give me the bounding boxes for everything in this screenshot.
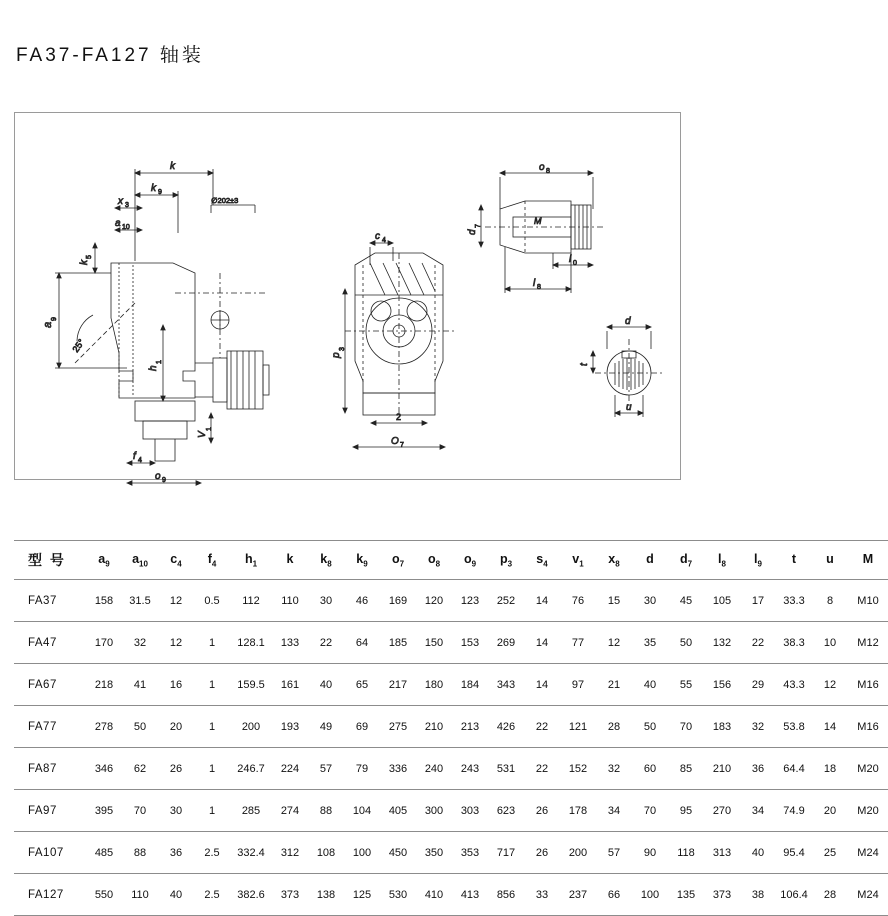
cell-value: 285 xyxy=(230,790,272,832)
svg-text:a: a xyxy=(115,218,121,229)
svg-text:o: o xyxy=(155,471,161,482)
cell-value: 32 xyxy=(122,622,158,664)
cell-value: 16 xyxy=(158,664,194,706)
col-header-k9: $k_9$ xyxy=(344,541,380,580)
col-header-a9: $a_9$ xyxy=(86,541,122,580)
cell-value: 40 xyxy=(158,874,194,916)
cell-value: 237 xyxy=(560,874,596,916)
cell-value: 200 xyxy=(230,706,272,748)
table-row xyxy=(14,622,888,664)
cell-value: 530 xyxy=(380,874,416,916)
cell-value: 210 xyxy=(416,706,452,748)
svg-text:p: p xyxy=(331,352,342,358)
cell-value: 112 xyxy=(230,580,272,622)
cell-value: 138 xyxy=(308,874,344,916)
cell-value: 30 xyxy=(158,790,194,832)
col-header-f4: $f_4$ xyxy=(194,541,230,580)
cell-value: 178 xyxy=(560,790,596,832)
cell-value: 22 xyxy=(524,748,560,790)
cell-value: 40 xyxy=(632,664,668,706)
svg-text:8: 8 xyxy=(537,284,541,291)
svg-text:u: u xyxy=(626,402,632,413)
cell-value: 38.3 xyxy=(776,622,812,664)
cell-value: 125 xyxy=(344,874,380,916)
cell-value: 184 xyxy=(452,664,488,706)
cell-value: 60 xyxy=(632,748,668,790)
svg-text:c: c xyxy=(375,231,380,242)
cell-model: FA37 xyxy=(14,580,86,622)
cell-value: 118 xyxy=(668,832,704,874)
table-body xyxy=(14,580,888,916)
cell-value: 405 xyxy=(380,790,416,832)
col-header-u: u xyxy=(812,541,848,580)
cell-value: 161 xyxy=(272,664,308,706)
svg-text:9: 9 xyxy=(158,189,162,196)
view-shaft-bolt xyxy=(467,162,605,293)
svg-text:7: 7 xyxy=(400,442,404,449)
view-front xyxy=(331,231,455,449)
svg-text:d: d xyxy=(467,229,478,235)
svg-text:4: 4 xyxy=(138,457,142,464)
cell-value: 1 xyxy=(194,748,230,790)
cell-value: 240 xyxy=(416,748,452,790)
cell-value: 121 xyxy=(560,706,596,748)
cell-value: 88 xyxy=(122,832,158,874)
svg-text:h: h xyxy=(148,365,159,371)
svg-text:M: M xyxy=(534,216,542,226)
cell-value: 275 xyxy=(380,706,416,748)
col-header-l8: $l_8$ xyxy=(704,541,740,580)
table-row xyxy=(14,706,888,748)
svg-text:3: 3 xyxy=(339,347,346,351)
svg-text:f: f xyxy=(133,451,136,462)
col-header-s4: $s_4$ xyxy=(524,541,560,580)
cell-value: 152 xyxy=(560,748,596,790)
cell-value: 373 xyxy=(704,874,740,916)
cell-value: 100 xyxy=(344,832,380,874)
cell-value: 274 xyxy=(272,790,308,832)
specification-table xyxy=(14,540,888,916)
cell-value: 95 xyxy=(668,790,704,832)
svg-text:5: 5 xyxy=(86,255,93,259)
col-header-c4: $c_4$ xyxy=(158,541,194,580)
cell-value: 336 xyxy=(380,748,416,790)
col-header-m: M xyxy=(848,541,888,580)
cell-value: 1 xyxy=(194,790,230,832)
svg-text:1: 1 xyxy=(156,360,163,364)
cell-value: 110 xyxy=(122,874,158,916)
cell-value: 213 xyxy=(452,706,488,748)
cell-value: 128.1 xyxy=(230,622,272,664)
cell-value: 246.7 xyxy=(230,748,272,790)
cell-value: 110 xyxy=(272,580,308,622)
cell-value: 717 xyxy=(488,832,524,874)
cell-value: 1 xyxy=(194,706,230,748)
cell-value: 105 xyxy=(704,580,740,622)
cell-value: 153 xyxy=(452,622,488,664)
col-header-k: k xyxy=(272,541,308,580)
cell-value: 21 xyxy=(596,664,632,706)
cell-value: 32 xyxy=(596,748,632,790)
cell-value: 426 xyxy=(488,706,524,748)
cell-value: 43.3 xyxy=(776,664,812,706)
dimension-drawing xyxy=(15,113,680,484)
cell-value: 531 xyxy=(488,748,524,790)
svg-text:V: V xyxy=(197,431,208,438)
col-header-o7: $o_7$ xyxy=(380,541,416,580)
svg-text:9: 9 xyxy=(51,317,58,321)
cell-value: 450 xyxy=(380,832,416,874)
cell-value: 85 xyxy=(668,748,704,790)
cell-value: 50 xyxy=(122,706,158,748)
col-header-h1: $h_1$ xyxy=(230,541,272,580)
svg-text:l: l xyxy=(569,254,572,265)
cell-value: 32 xyxy=(740,706,776,748)
cell-value: 33 xyxy=(524,874,560,916)
cell-value: 200 xyxy=(560,832,596,874)
cell-value: 353 xyxy=(452,832,488,874)
dimension-drawing-frame xyxy=(14,112,681,484)
page-title: FA37-FA127 轴装 xyxy=(16,45,204,66)
cell-value: 69 xyxy=(344,706,380,748)
col-header-d7: $d_7$ xyxy=(668,541,704,580)
specification-table-wrapper xyxy=(14,540,879,916)
cell-value: 33.3 xyxy=(776,580,812,622)
cell-value: 224 xyxy=(272,748,308,790)
col-header-l9: $l_9$ xyxy=(740,541,776,580)
cell-value: 26 xyxy=(524,832,560,874)
cell-value: 22 xyxy=(740,622,776,664)
cell-value: 210 xyxy=(704,748,740,790)
cell-model: FA97 xyxy=(14,790,86,832)
cell-model: FA47 xyxy=(14,622,86,664)
cell-value: 300 xyxy=(416,790,452,832)
cell-value: 0.5 xyxy=(194,580,230,622)
view-side xyxy=(42,161,269,485)
col-header-d: d xyxy=(632,541,668,580)
cell-value: 53.8 xyxy=(776,706,812,748)
cell-value: 65 xyxy=(344,664,380,706)
cell-value: M16 xyxy=(848,706,888,748)
cell-value: 12 xyxy=(158,580,194,622)
cell-value: 410 xyxy=(416,874,452,916)
table-row xyxy=(14,832,888,874)
cell-value: 313 xyxy=(704,832,740,874)
svg-text:x: x xyxy=(118,196,123,207)
cell-value: 159.5 xyxy=(230,664,272,706)
cell-value: M20 xyxy=(848,790,888,832)
cell-value: 77 xyxy=(560,622,596,664)
cell-value: 395 xyxy=(86,790,122,832)
cell-value: 169 xyxy=(380,580,416,622)
cell-value: 135 xyxy=(668,874,704,916)
cell-value: 252 xyxy=(488,580,524,622)
cell-value: 30 xyxy=(308,580,344,622)
cell-value: 14 xyxy=(524,622,560,664)
cell-value: 346 xyxy=(86,748,122,790)
cell-value: 108 xyxy=(308,832,344,874)
cell-value: 55 xyxy=(668,664,704,706)
cell-value: 550 xyxy=(86,874,122,916)
cell-value: 36 xyxy=(740,748,776,790)
cell-value: 180 xyxy=(416,664,452,706)
cell-value: 70 xyxy=(632,790,668,832)
view-keyway-section xyxy=(579,316,665,417)
table-row xyxy=(14,874,888,916)
cell-value: 17 xyxy=(740,580,776,622)
cell-value: 49 xyxy=(308,706,344,748)
cell-value: 133 xyxy=(272,622,308,664)
cell-value: M20 xyxy=(848,748,888,790)
col-header-p3: $p_3$ xyxy=(488,541,524,580)
cell-value: 104 xyxy=(344,790,380,832)
cell-value: 29 xyxy=(740,664,776,706)
cell-value: 1 xyxy=(194,622,230,664)
col-header-k8: $k_8$ xyxy=(308,541,344,580)
cell-value: 50 xyxy=(668,622,704,664)
cell-value: 57 xyxy=(308,748,344,790)
cell-value: 45 xyxy=(668,580,704,622)
cell-value: 270 xyxy=(704,790,740,832)
cell-value: M12 xyxy=(848,622,888,664)
svg-text:2: 2 xyxy=(396,412,402,422)
cell-value: 22 xyxy=(524,706,560,748)
cell-value: 332.4 xyxy=(230,832,272,874)
svg-text:8: 8 xyxy=(546,168,550,175)
cell-value: 185 xyxy=(380,622,416,664)
cell-value: 312 xyxy=(272,832,308,874)
cell-value: 64 xyxy=(344,622,380,664)
cell-value: 12 xyxy=(812,664,848,706)
svg-text:k: k xyxy=(170,161,175,172)
cell-value: 38 xyxy=(740,874,776,916)
cell-value: 158 xyxy=(86,580,122,622)
svg-text:k: k xyxy=(151,183,156,194)
cell-value: 623 xyxy=(488,790,524,832)
cell-value: 79 xyxy=(344,748,380,790)
svg-text:a: a xyxy=(42,321,54,328)
cell-model: FA87 xyxy=(14,748,86,790)
cell-value: 485 xyxy=(86,832,122,874)
cell-value: 303 xyxy=(452,790,488,832)
cell-value: 106.4 xyxy=(776,874,812,916)
cell-value: 8 xyxy=(812,580,848,622)
cell-value: 343 xyxy=(488,664,524,706)
cell-value: 28 xyxy=(812,874,848,916)
svg-text:9: 9 xyxy=(162,477,166,484)
cell-model: FA107 xyxy=(14,832,86,874)
cell-value: 12 xyxy=(596,622,632,664)
cell-value: 1 xyxy=(194,664,230,706)
svg-text:∅202±3: ∅202±3 xyxy=(211,196,239,205)
cell-value: 95.4 xyxy=(776,832,812,874)
cell-value: 10 xyxy=(812,622,848,664)
cell-value: 193 xyxy=(272,706,308,748)
cell-value: 57 xyxy=(596,832,632,874)
cell-value: 26 xyxy=(158,748,194,790)
cell-value: 100 xyxy=(632,874,668,916)
cell-value: 382.6 xyxy=(230,874,272,916)
cell-value: 26 xyxy=(524,790,560,832)
cell-value: 14 xyxy=(524,580,560,622)
cell-value: 14 xyxy=(812,706,848,748)
table-header-row xyxy=(14,541,888,580)
cell-value: 413 xyxy=(452,874,488,916)
col-header-t: t xyxy=(776,541,812,580)
cell-value: 373 xyxy=(272,874,308,916)
cell-value: 156 xyxy=(704,664,740,706)
cell-value: 15 xyxy=(596,580,632,622)
svg-text:o: o xyxy=(539,162,545,173)
cell-value: 18 xyxy=(812,748,848,790)
cell-value: 34 xyxy=(596,790,632,832)
svg-text:t: t xyxy=(579,363,590,366)
cell-value: 183 xyxy=(704,706,740,748)
cell-value: 20 xyxy=(812,790,848,832)
cell-value: 62 xyxy=(122,748,158,790)
cell-value: M16 xyxy=(848,664,888,706)
cell-value: 31.5 xyxy=(122,580,158,622)
cell-value: M10 xyxy=(848,580,888,622)
cell-value: 278 xyxy=(86,706,122,748)
cell-value: 46 xyxy=(344,580,380,622)
cell-value: 28 xyxy=(596,706,632,748)
col-header-model: 型 号 xyxy=(14,541,86,580)
svg-text:10: 10 xyxy=(122,224,130,231)
cell-value: 269 xyxy=(488,622,524,664)
table-row xyxy=(14,580,888,622)
cell-value: 36 xyxy=(158,832,194,874)
cell-value: 90 xyxy=(632,832,668,874)
cell-value: 150 xyxy=(416,622,452,664)
svg-text:7: 7 xyxy=(475,224,482,228)
cell-value: 132 xyxy=(704,622,740,664)
cell-value: 2.5 xyxy=(194,874,230,916)
col-header-v1: $v_1$ xyxy=(560,541,596,580)
cell-value: 856 xyxy=(488,874,524,916)
cell-value: 74.9 xyxy=(776,790,812,832)
cell-value: 123 xyxy=(452,580,488,622)
table-row xyxy=(14,748,888,790)
cell-value: 76 xyxy=(560,580,596,622)
table-row xyxy=(14,664,888,706)
cell-value: 50 xyxy=(632,706,668,748)
svg-text:k: k xyxy=(79,260,90,265)
cell-value: 20 xyxy=(158,706,194,748)
cell-value: 218 xyxy=(86,664,122,706)
cell-value: 97 xyxy=(560,664,596,706)
cell-value: 88 xyxy=(308,790,344,832)
svg-text:d: d xyxy=(625,316,631,327)
cell-value: 120 xyxy=(416,580,452,622)
cell-value: 35 xyxy=(632,622,668,664)
col-header-x8: $x_8$ xyxy=(596,541,632,580)
col-header-a10: $a_{10}$ xyxy=(122,541,158,580)
cell-value: 243 xyxy=(452,748,488,790)
cell-value: M24 xyxy=(848,874,888,916)
cell-model: FA77 xyxy=(14,706,86,748)
col-header-o8: $o_8$ xyxy=(416,541,452,580)
cell-value: 40 xyxy=(308,664,344,706)
cell-value: 217 xyxy=(380,664,416,706)
cell-value: 350 xyxy=(416,832,452,874)
svg-text:1: 1 xyxy=(206,427,213,431)
cell-value: 40 xyxy=(740,832,776,874)
cell-value: 34 xyxy=(740,790,776,832)
svg-text:O: O xyxy=(391,436,399,447)
col-header-o9: $o_9$ xyxy=(452,541,488,580)
cell-value: 170 xyxy=(86,622,122,664)
cell-value: M24 xyxy=(848,832,888,874)
cell-value: 14 xyxy=(524,664,560,706)
cell-value: 66 xyxy=(596,874,632,916)
svg-text:0: 0 xyxy=(573,260,577,267)
table-row xyxy=(14,790,888,832)
svg-text:3: 3 xyxy=(125,202,129,209)
cell-value: 22 xyxy=(308,622,344,664)
cell-value: 25 xyxy=(812,832,848,874)
cell-value: 30 xyxy=(632,580,668,622)
cell-model: FA67 xyxy=(14,664,86,706)
cell-value: 41 xyxy=(122,664,158,706)
svg-text:25°: 25° xyxy=(70,337,87,355)
cell-value: 70 xyxy=(668,706,704,748)
cell-model: FA127 xyxy=(14,874,86,916)
cell-value: 70 xyxy=(122,790,158,832)
svg-text:4: 4 xyxy=(382,237,386,244)
cell-value: 12 xyxy=(158,622,194,664)
cell-value: 64.4 xyxy=(776,748,812,790)
svg-text:l: l xyxy=(533,278,536,289)
cell-value: 2.5 xyxy=(194,832,230,874)
